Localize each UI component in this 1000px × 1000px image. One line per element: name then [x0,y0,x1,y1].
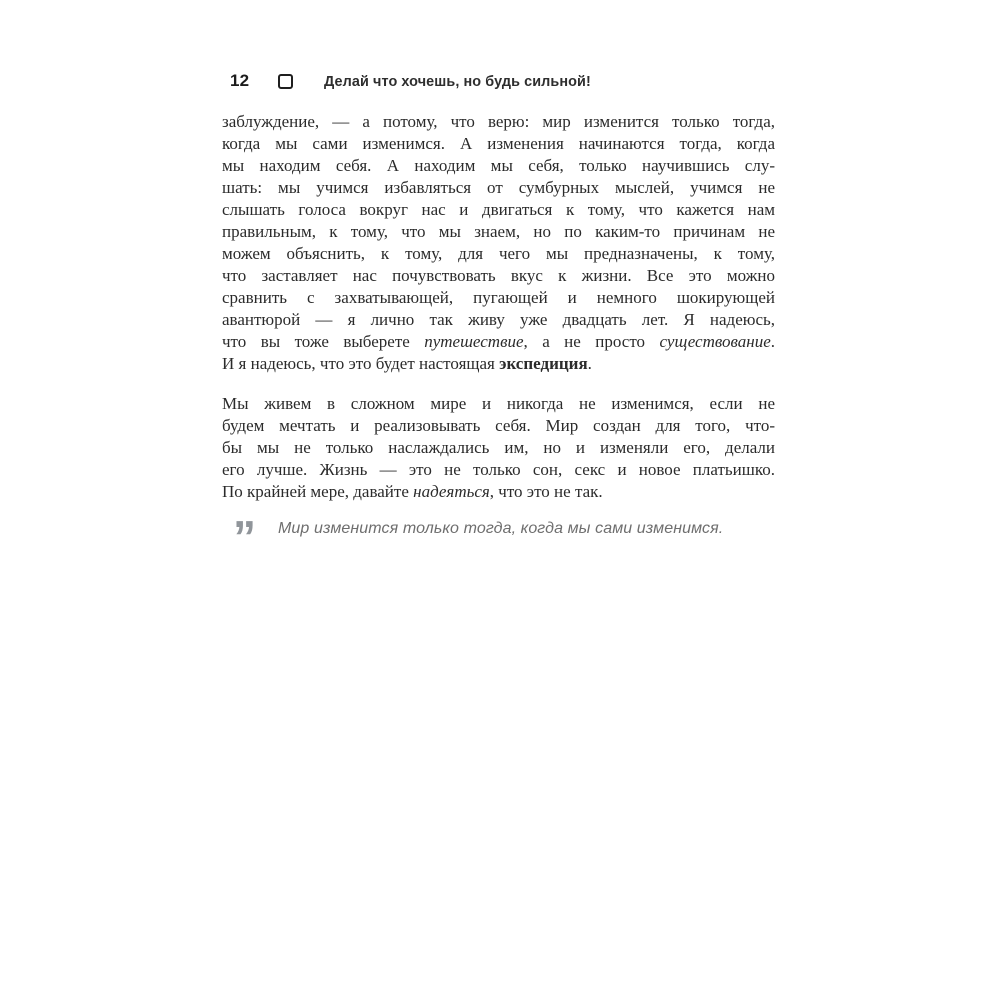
pull-quote [222,511,775,563]
text-line: мы находим себя. А находим мы себя, только научившись слу- [222,156,775,175]
text-line: сравнить с захватывающей, пугающей и немного шокирующей [222,288,775,307]
text-line: можем объяснить, к тому, для чего мы предназначены, к тому, [222,244,775,263]
quote-icon: ” [233,511,254,563]
text-line: И я надеюсь, что это будет настоящая экспедиция. [222,354,592,373]
running-title: Делай что хочешь, но будь сильной! [324,72,592,90]
text-line: правильным, к тому, что мы знаем, но по каким-то причинам не [222,222,775,241]
text-line: когда мы сами изменимся. А изменения начинаются тогда, когда [222,134,775,153]
text-line: заблуждение, — а потому, что верю: мир изменится только тогда, [222,112,775,131]
text-line: будем мечтать и реализовывать себя. Мир создан для того, что- [222,416,775,435]
text-line: что заставляет нас почувствовать вкус к жизни. Все это можно [222,266,775,285]
page-number: 12 [230,71,250,90]
paragraph [222,393,775,503]
text-line: Мы живем в сложном мире и никогда не изменимся, если не [222,394,775,413]
paragraph [222,111,775,375]
text-line: слышать голоса вокруг нас и двигаться к тому, что кажется нам [222,200,775,219]
text-line: шать: мы учимся избавляться от сумбурных мыслей, учимся не [222,178,775,197]
text-line: бы мы не только наслаждались им, но и изменяли его, делали [222,438,775,457]
text-line: что вы тоже выберете путешествие, а не просто существование. [222,332,775,351]
text-line: его лучше. Жизнь — это не только сон, секс и новое платьишко. [222,460,775,479]
pull-quote-text: Мир изменится только тогда, когда мы сами изменимся. [278,520,724,537]
square-bullet-icon [278,74,293,89]
text-line: авантюрой — я лично так живу уже двадцать лет. Я надеюсь, [222,310,775,329]
text-line: По крайней мере, давайте надеяться, что это не так. [222,482,603,501]
page-header [222,70,775,92]
body-text [222,111,775,503]
